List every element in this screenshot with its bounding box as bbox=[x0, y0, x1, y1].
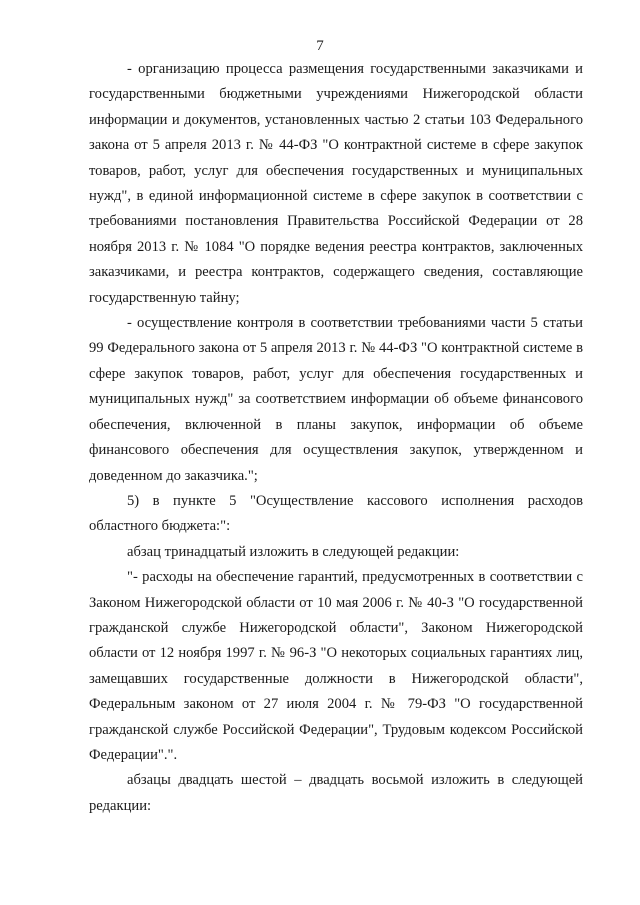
page-number: 7 bbox=[316, 38, 324, 54]
paragraph-item-5: 5) в пункте 5 "Осуществление кассового исполнения расходов областного бюджета:": bbox=[89, 492, 583, 535]
paragraph-abzacs-26-28: абзацы двадцать шестой – двадцать восьмой изложить в следующей редакции: bbox=[89, 772, 583, 814]
paragraph-thirteenth-abzac: абзац тринадцатый изложить в следующей редакции: bbox=[127, 543, 460, 560]
paragraph-control-implementation: - осуществление контроля в соответствии требованиями части 5 статьи 99 Федерального закона от 5 апреля 2013 г. № 44-ФЗ "О контрактной системе в сфере закупок товаров, работ, услуг для обеспечения государственных и муниципальных нужд" за соответствием информации об объеме финансового обеспечения, включенной в планы закупок, информации об объеме финансового обеспечения для осуществления закупок, утвержденном и доведенном до заказчика."; bbox=[89, 315, 583, 484]
document-body bbox=[89, 57, 583, 819]
paragraph-guarantees-expenses: "- расходы на обеспечение гарантий, предусмотренных в соответствии с Законом Нижегородской области от 10 мая 2006 г. № 40-З "О государственной гражданской службе Нижегородской области", Законом Нижегородской области от 12 ноября 1997 г. № 96-З "О некоторых социальных гарантиях лиц, замещавших государственные должности в Нижегородской области", Федеральным законом от 27 июля 2004 г. № 79-ФЗ "О государственной гражданской службе Российской Федерации", Трудовым кодексом Российской Федерации".". bbox=[89, 569, 583, 763]
paragraph-organization-placement: - организацию процесса размещения государственными заказчиками и государственными бюджетными учреждениями Нижегородской области информации и документов, установленных частью 2 статьи 103 Федерального закона от 5 апреля 2013 г. № 44-ФЗ "О контрактной системе в сфере закупок товаров, работ, услуг для обеспечения государственных и муниципальных нужд", в единой информационной системе в сфере закупок в соответствии с требованиями постановления Правительства Российской Федерации от 28 ноября 2013 г. № 1084 "О порядке ведения реестра контрактов, заключенных заказчиками, и реестра контрактов, содержащего сведения, составляющие государственную тайну; bbox=[89, 61, 583, 306]
